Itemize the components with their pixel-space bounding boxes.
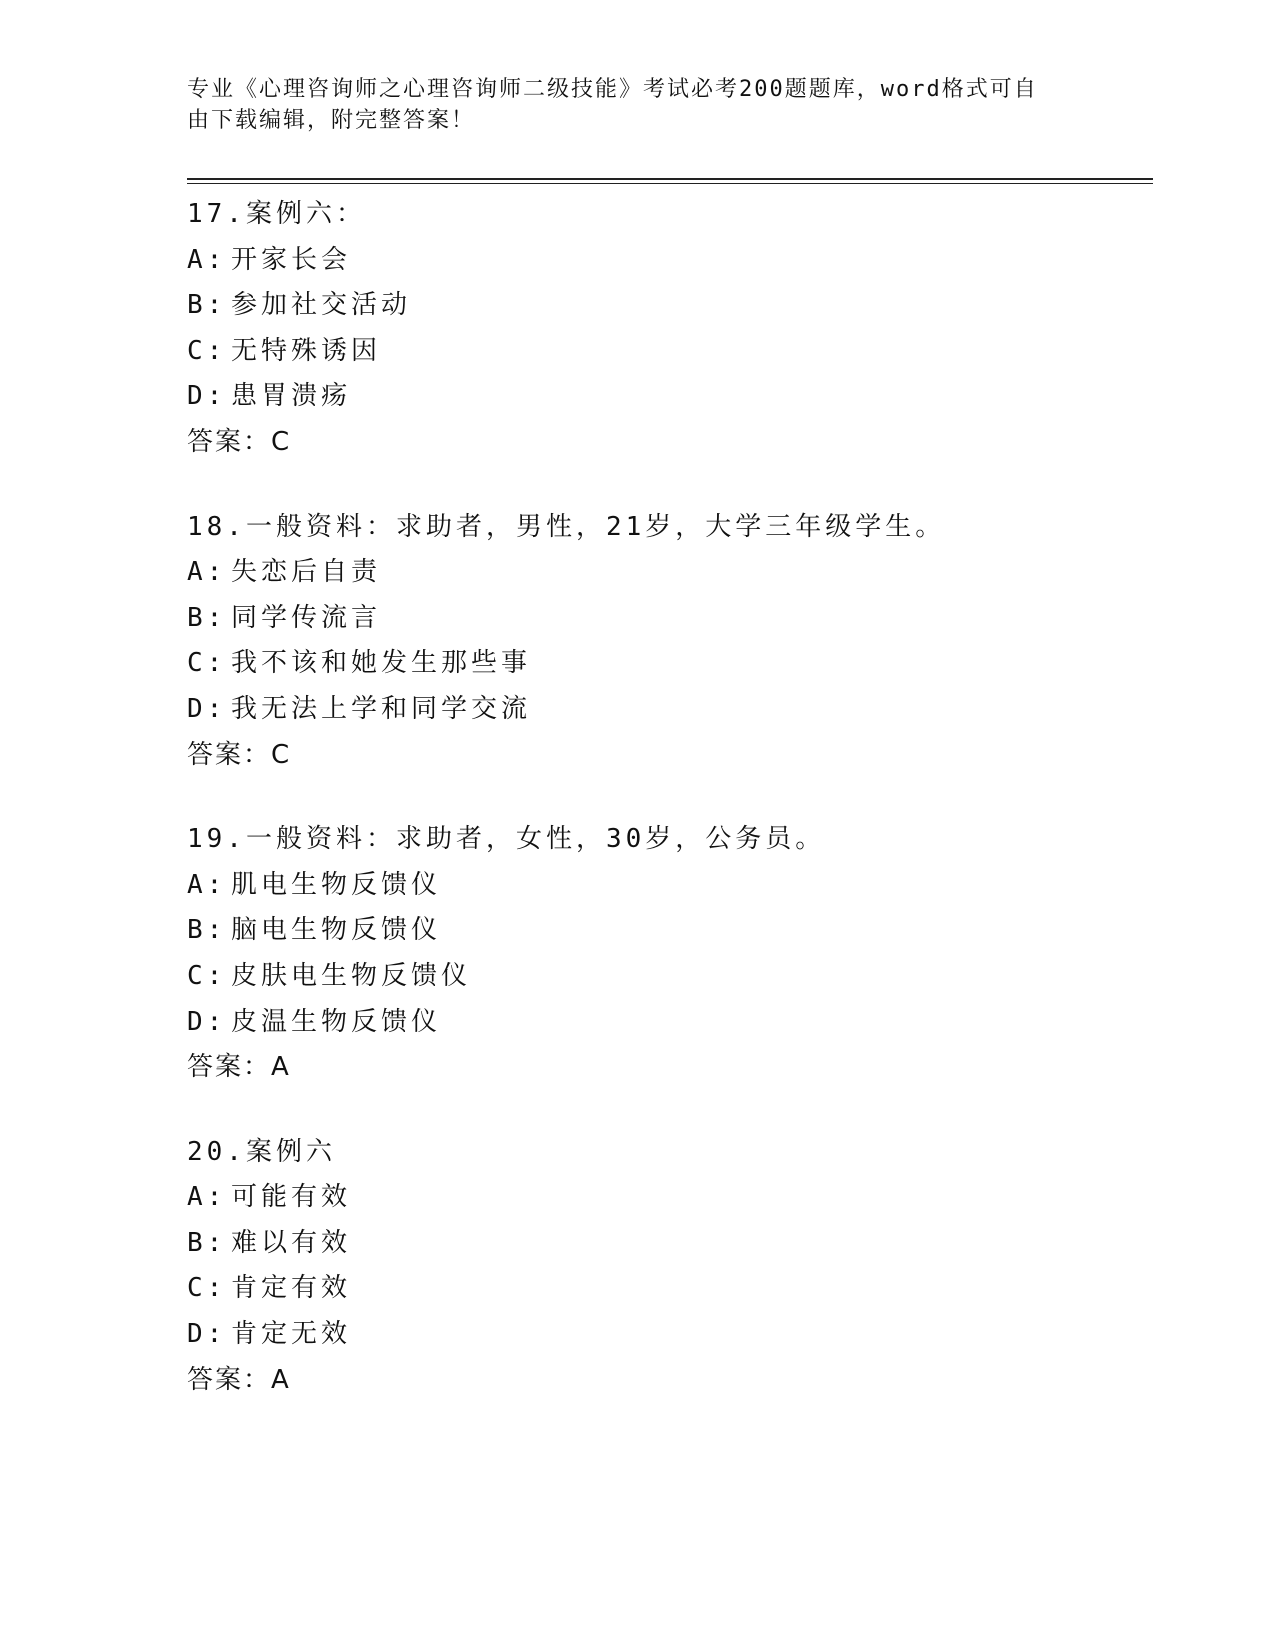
question-20 <box>187 1130 1153 1404</box>
option-text: 我不该和她发生那些事 <box>231 648 532 679</box>
option-text: 脑电生物反馈仪 <box>231 915 442 946</box>
question-stem: 19.一般资料：求助者，女性，30岁，公务员。 <box>187 824 826 855</box>
answer-line: 答案：A <box>187 1052 291 1083</box>
option-a <box>187 1175 1153 1221</box>
option-text: 患胃溃疡 <box>231 381 352 412</box>
option-a <box>187 238 1153 284</box>
answer-line: 答案：A <box>187 1364 291 1395</box>
option-d <box>187 687 1153 733</box>
option-text: 肌电生物反馈仪 <box>231 869 442 900</box>
option-letter: D: <box>187 693 227 724</box>
option-letter: D: <box>187 1006 227 1037</box>
option-letter: B: <box>187 290 227 321</box>
option-text: 皮温生物反馈仪 <box>231 1006 442 1037</box>
option-letter: D: <box>187 381 227 412</box>
option-d <box>187 1000 1153 1046</box>
option-b <box>187 1221 1153 1267</box>
option-b <box>187 908 1153 954</box>
option-text: 肯定有效 <box>231 1273 352 1304</box>
header-line-2: 由下载编辑，附完整答案！ <box>187 108 476 133</box>
option-letter: B: <box>187 1227 227 1258</box>
question-stem: 17.案例六： <box>187 199 366 229</box>
option-text: 无特殊诱因 <box>231 335 382 366</box>
question-19 <box>187 817 1153 1091</box>
option-letter: B: <box>187 915 227 946</box>
option-letter: C: <box>187 648 227 679</box>
option-letter: C: <box>187 1273 227 1304</box>
option-text: 开家长会 <box>231 244 352 275</box>
option-c <box>187 641 1153 687</box>
option-letter: A: <box>187 244 227 275</box>
option-d <box>187 374 1153 420</box>
option-text: 失恋后自责 <box>231 557 382 588</box>
option-a <box>187 550 1153 596</box>
option-c <box>187 954 1153 1000</box>
option-text: 同学传流言 <box>231 602 382 633</box>
answer-line: 答案：C <box>187 426 292 457</box>
option-text: 可能有效 <box>231 1182 352 1213</box>
option-c <box>187 1266 1153 1312</box>
option-d <box>187 1312 1153 1358</box>
option-letter: B: <box>187 602 227 633</box>
header-divider-thin <box>187 183 1153 184</box>
option-text: 参加社交活动 <box>231 290 412 321</box>
answer-line: 答案：C <box>187 739 292 770</box>
question-stem: 18.一般资料：求助者，男性，21岁，大学三年级学生。 <box>187 511 946 542</box>
option-c <box>187 329 1153 375</box>
document-header <box>187 74 1067 136</box>
option-b <box>187 596 1153 642</box>
option-text: 皮肤电生物反馈仪 <box>231 960 472 991</box>
header-line-1: 专业《心理咨询师之心理咨询师二级技能》考试必考200题题库，word格式可自 <box>187 77 1038 102</box>
option-letter: A: <box>187 557 227 588</box>
question-stem: 20.案例六 <box>187 1136 336 1167</box>
option-b <box>187 283 1153 329</box>
option-letter: C: <box>187 335 227 366</box>
option-text: 肯定无效 <box>231 1319 352 1350</box>
question-17 <box>187 192 1153 466</box>
option-a <box>187 863 1153 909</box>
option-text: 难以有效 <box>231 1227 352 1258</box>
header-divider-thick <box>187 178 1153 180</box>
option-letter: A: <box>187 869 227 900</box>
option-letter: C: <box>187 960 227 991</box>
option-letter: A: <box>187 1182 227 1213</box>
option-letter: D: <box>187 1319 227 1350</box>
question-list <box>187 192 1153 1442</box>
option-text: 我无法上学和同学交流 <box>231 693 532 724</box>
question-18 <box>187 505 1153 779</box>
